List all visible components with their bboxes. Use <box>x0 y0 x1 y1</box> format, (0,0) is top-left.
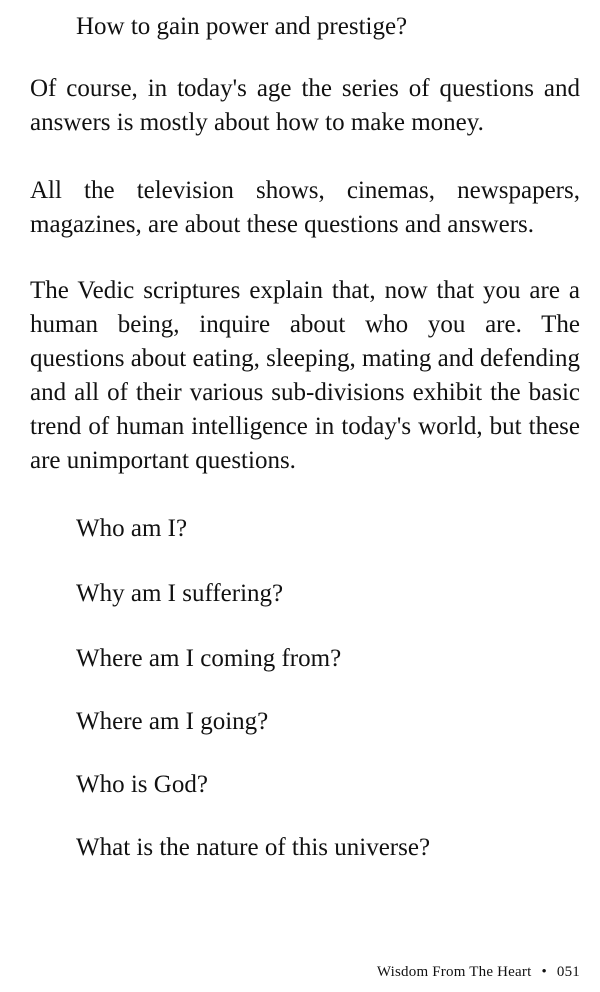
footer-book-title: Wisdom From The Heart <box>376 964 532 980</box>
paragraph-media: All the television shows, cinemas, newspapers, magazines, are about these questions and answers. <box>30 177 580 238</box>
page-number: 051 <box>556 964 580 980</box>
question-item: Who is God? <box>76 771 208 798</box>
question-item: Who am I? <box>76 515 188 542</box>
question-item: What is the nature of this universe? <box>76 834 431 861</box>
page-footer <box>377 962 580 982</box>
question-item: Why am I suffering? <box>76 580 284 607</box>
footer-separator: • <box>541 964 547 980</box>
question-item: Where am I going? <box>76 708 269 735</box>
paragraph-vedic: The Vedic scriptures explain that, now that you are a human being, inquire about who you are. The questions about eating, sleeping, mating and defending and all of their various sub-divisions exhibit the basic trend of human intelligence in today's world, but these are unimportant questions. <box>30 277 580 474</box>
question-item: Where am I coming from? <box>76 645 342 672</box>
top-question: How to gain power and prestige? <box>76 13 408 40</box>
paragraph-money: Of course, in today's age the series of questions and answers is mostly about how to make money. <box>30 75 580 136</box>
